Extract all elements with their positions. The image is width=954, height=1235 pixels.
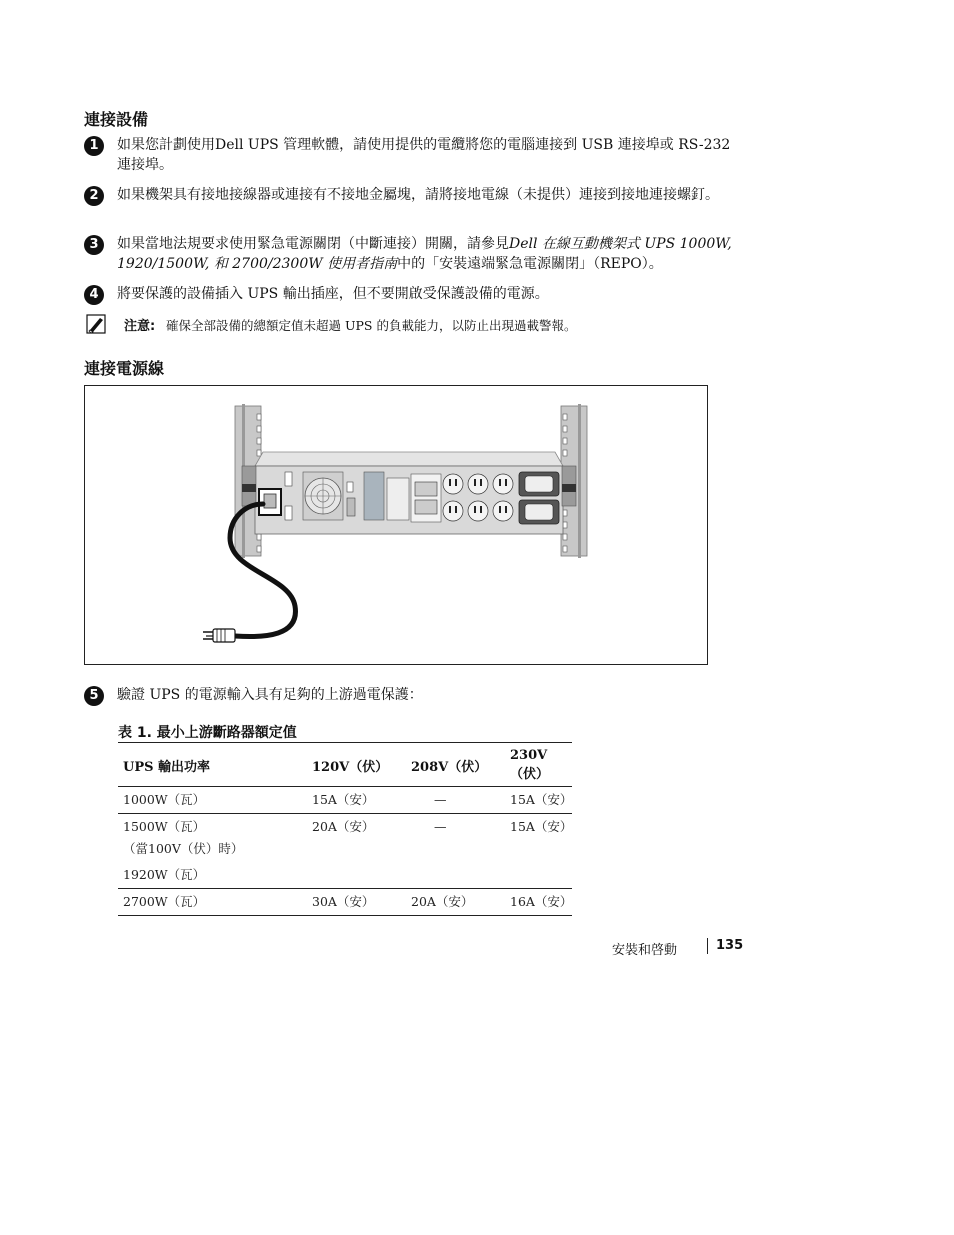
col-header-output: UPS 輸出功率 <box>118 743 307 787</box>
step-1 <box>84 135 764 175</box>
table-cell <box>307 840 406 862</box>
step-3 <box>84 234 764 274</box>
footer-section-title: 安裝和啓動 <box>612 943 678 958</box>
table-row <box>118 814 572 841</box>
step-number: 1 <box>84 136 104 156</box>
table-row <box>118 787 572 814</box>
table-cell <box>505 840 572 862</box>
table-cell: 20A（安） <box>312 819 375 834</box>
section-title-connect-equipment: 連接設備 <box>84 110 149 129</box>
user-guide-title: Dell 在線互動機架式 UPS 1000W, 1920/1500W, 和 2700/2300W 使用者指南 <box>117 236 732 272</box>
step-text-pre: 如果當地法規要求使用緊急電源關閉（中斷連接）開關，請參見 <box>117 236 509 252</box>
col-header-230v: 230V（伏） <box>505 743 572 787</box>
step-text: 如果機架具有接地接線器或連接有不接地金屬塊，請將接地電線（未提供）連接到接地連接螺釘。 <box>117 187 719 203</box>
table-cell <box>505 862 572 889</box>
step-number: 3 <box>84 235 104 255</box>
table-cell <box>406 840 505 862</box>
note-text: 確保全部設備的總額定值未超過 UPS 的負載能力，以防止出現過載警報。 <box>166 318 577 333</box>
col-header-208v: 208V（伏） <box>406 743 505 787</box>
step-5 <box>84 685 764 705</box>
note-label: 注意: <box>124 319 156 334</box>
table-cell: 1500W（瓦） <box>123 819 206 834</box>
power-plug <box>203 629 235 642</box>
breaker-rating-table <box>118 742 572 916</box>
table-caption: 表 1. 最小上游斷路器額定值 <box>118 725 297 741</box>
table-cell: 1920W（瓦） <box>118 862 307 889</box>
step-text: 將要保護的設備插入 UPS 輸出插座，但不要開啟受保護設備的電源。 <box>117 286 549 302</box>
ups-rear-panel-illustration <box>85 386 707 664</box>
table-cell: 2700W（瓦） <box>118 889 307 916</box>
step-number: 2 <box>84 186 104 206</box>
pencil-note-icon <box>86 314 106 334</box>
table-cell: 16A（安） <box>505 889 572 916</box>
fan-grille <box>303 472 343 520</box>
table-cell <box>307 862 406 889</box>
ups-rear-panel <box>242 466 576 534</box>
ups-power-cord-figure <box>84 385 708 665</box>
table-row <box>118 889 572 916</box>
step-text: 如果您計劃使用Dell UPS 管理軟體，請使用提供的電纜將您的電腦連接到 USB 連接埠或 RS-232 連接埠。 <box>117 137 731 173</box>
footer-divider <box>707 938 708 954</box>
table-cell: 15A（安） <box>307 787 406 814</box>
table-cell: — <box>434 819 447 834</box>
step-text <box>117 234 747 274</box>
table-cell: 15A（安） <box>510 819 573 834</box>
step-4 <box>84 284 764 304</box>
section-title-connect-power-cord: 連接電源線 <box>84 359 165 378</box>
table-row <box>118 840 572 862</box>
table-cell: （當100V（伏）時） <box>123 841 244 856</box>
table-cell: — <box>406 787 505 814</box>
col-header-120v: 120V（伏） <box>307 743 406 787</box>
table-cell: 1000W（瓦） <box>118 787 307 814</box>
step-number: 5 <box>84 686 104 706</box>
table-cell: 30A（安） <box>307 889 406 916</box>
table-row <box>118 862 572 889</box>
step-text: 驗證 UPS 的電源輸入具有足夠的上游過電保護： <box>117 687 423 703</box>
step-text-post: 中的「安裝遠端緊急電源關閉」（REPO）。 <box>397 256 663 272</box>
table-cell <box>406 862 505 889</box>
step-number: 4 <box>84 285 104 305</box>
table-cell: 15A（安） <box>505 787 572 814</box>
table-cell: 20A（安） <box>406 889 505 916</box>
step-2 <box>84 185 764 205</box>
table-header-row <box>118 743 572 787</box>
page-number: 135 <box>716 938 744 953</box>
